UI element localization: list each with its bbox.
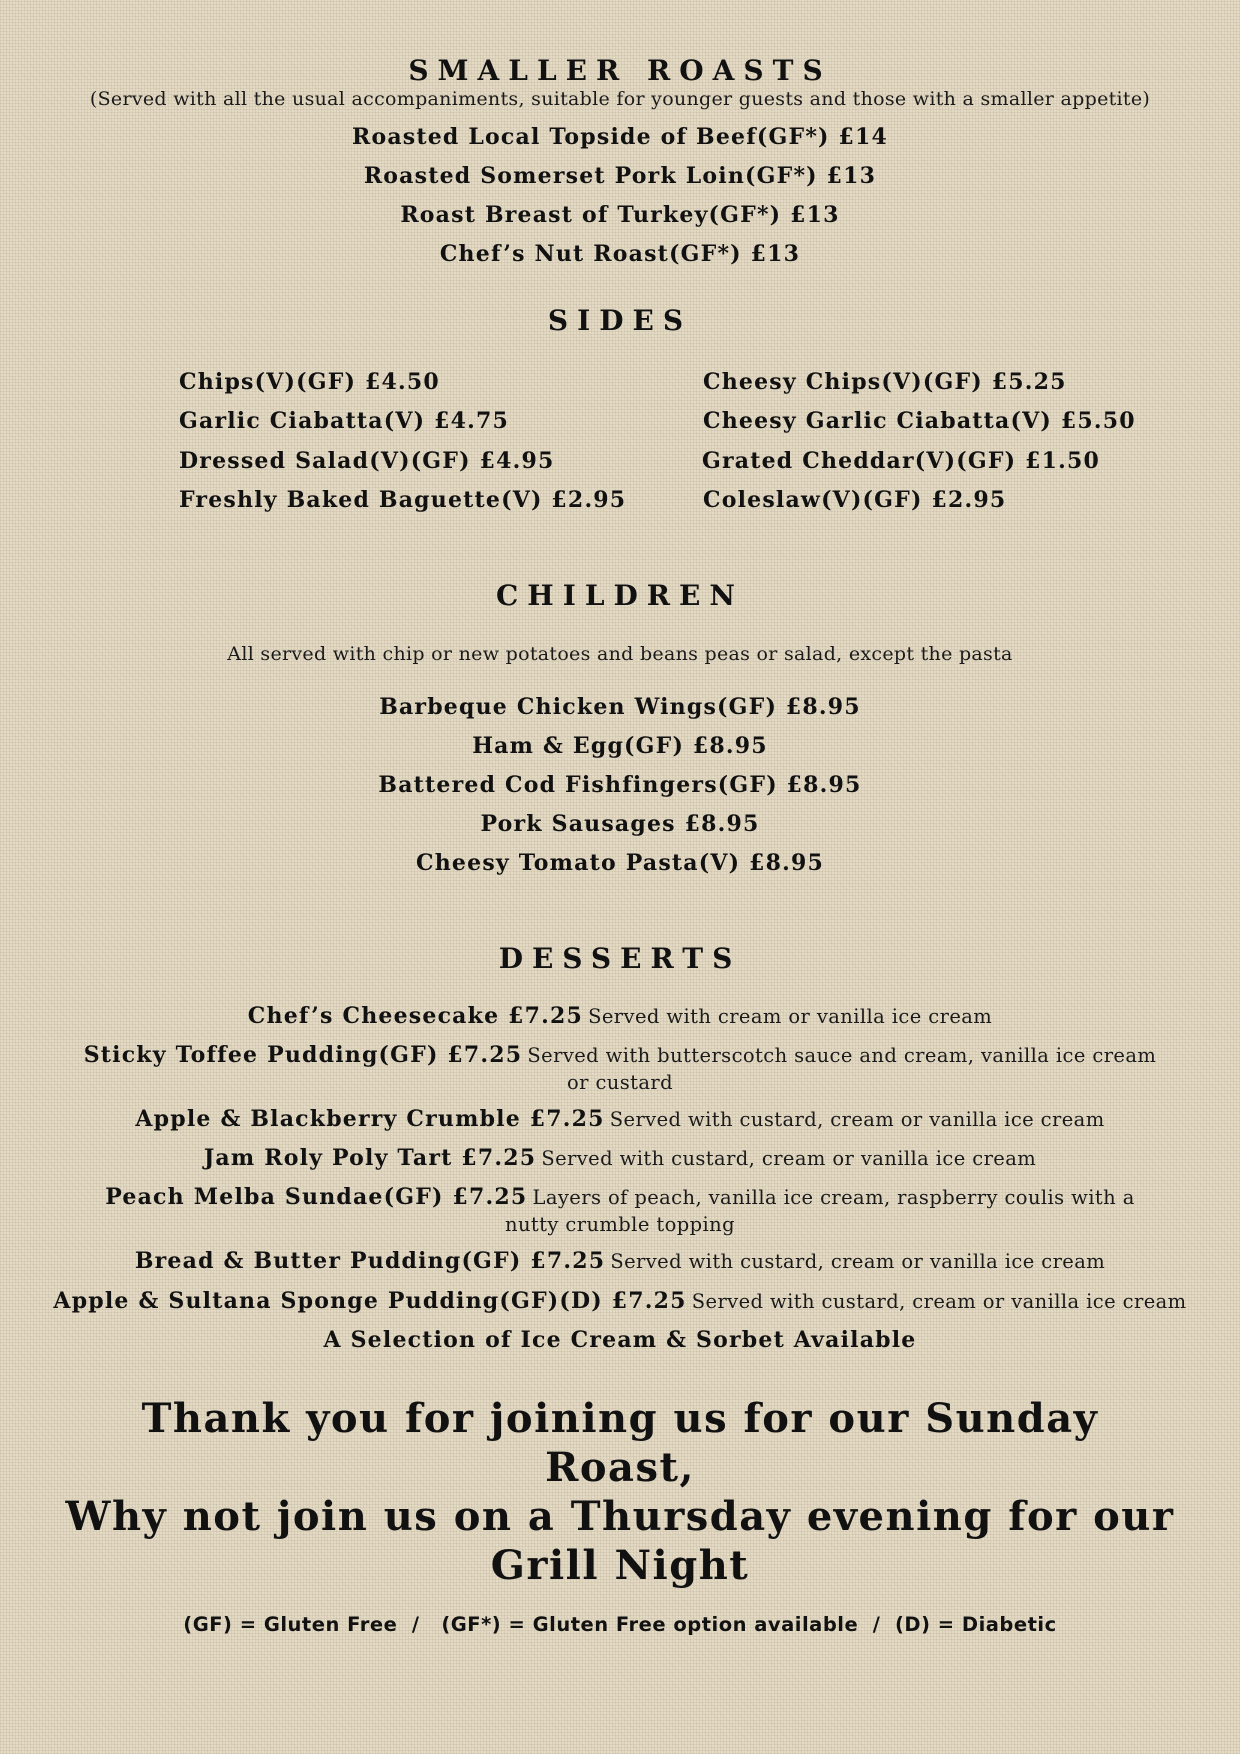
dessert-description: Served with cream or vanilla ice cream bbox=[588, 1005, 993, 1028]
roast-item: Chef’s Nut Roast(GF*) £13 bbox=[439, 241, 801, 267]
dessert-name: Chef’s Cheesecake £7.25 bbox=[247, 1003, 584, 1029]
children-item: Ham & Egg(GF) £8.95 bbox=[472, 733, 768, 759]
children-item: Pork Sausages £8.95 bbox=[480, 811, 760, 837]
closing-line: Thank you for joining us for our Sunday Roast, bbox=[141, 1395, 1099, 1491]
dessert-name: Jam Roly Poly Tart £7.25 bbox=[203, 1145, 537, 1171]
dessert-description: Served with custard, cream or vanilla ice cream bbox=[541, 1147, 1037, 1170]
roast-item: Roasted Local Topside of Beef(GF*) £14 bbox=[351, 124, 889, 150]
desserts-heading: DESSERTS bbox=[498, 942, 742, 975]
closing-line: Grill Night bbox=[490, 1542, 750, 1589]
desserts-footer: A Selection of Ice Cream & Sorbet Available bbox=[323, 1327, 917, 1353]
dessert-description: Layers of peach, vanilla ice cream, raspberry coulis with a nutty crumble topping bbox=[505, 1186, 1135, 1236]
dessert-item bbox=[60, 1106, 1180, 1134]
side-item: Cheesy Garlic Ciabatta(V) £5.50 bbox=[703, 408, 1136, 434]
dessert-item bbox=[100, 1184, 1140, 1239]
dessert-item bbox=[60, 1145, 1180, 1173]
dietary-legend: (GF) = Gluten Free / (GF*) = Gluten Free option available / (D) = Diabetic bbox=[183, 1613, 1057, 1636]
sides-heading: SIDES bbox=[547, 304, 693, 337]
roast-item: Roasted Somerset Pork Loin(GF*) £13 bbox=[363, 163, 877, 189]
side-item: Grated Cheddar(V)(GF) £1.50 bbox=[702, 448, 1101, 474]
dessert-description: Served with butterscotch sauce and cream, vanilla ice cream or custard bbox=[527, 1044, 1157, 1094]
dessert-name: Peach Melba Sundae(GF) £7.25 bbox=[105, 1184, 528, 1210]
dessert-item bbox=[75, 1042, 1165, 1097]
children-item: Barbeque Chicken Wings(GF) £8.95 bbox=[379, 694, 861, 720]
side-item: Coleslaw(V)(GF) £2.95 bbox=[703, 487, 1007, 513]
dessert-item bbox=[60, 1003, 1180, 1031]
dessert-description: Served with custard, cream or vanilla ice cream bbox=[691, 1290, 1187, 1313]
dessert-description: Served with custard, cream or vanilla ice cream bbox=[609, 1108, 1105, 1131]
side-item: Freshly Baked Baguette(V) £2.95 bbox=[179, 487, 627, 513]
side-item: Dressed Salad(V)(GF) £4.95 bbox=[179, 448, 555, 474]
closing-message bbox=[60, 1394, 1180, 1590]
roast-item: Roast Breast of Turkey(GF*) £13 bbox=[400, 202, 840, 228]
side-item: Garlic Ciabatta(V) £4.75 bbox=[179, 408, 509, 434]
children-item: Battered Cod Fishfingers(GF) £8.95 bbox=[378, 772, 862, 798]
side-item: Cheesy Chips(V)(GF) £5.25 bbox=[703, 369, 1067, 395]
closing-line: Why not join us on a Thursday evening for our bbox=[65, 1493, 1175, 1540]
side-item: Chips(V)(GF) £4.50 bbox=[179, 369, 440, 395]
smaller-roasts-subtitle: (Served with all the usual accompaniments, suitable for younger guests and those with a smaller appetite) bbox=[89, 88, 1151, 110]
dessert-name: Bread & Butter Pudding(GF) £7.25 bbox=[134, 1248, 606, 1274]
dessert-name: Apple & Blackberry Crumble £7.25 bbox=[135, 1106, 605, 1132]
smaller-roasts-heading: SMALLER ROASTS bbox=[408, 54, 832, 87]
dessert-name: Sticky Toffee Pudding(GF) £7.25 bbox=[83, 1042, 523, 1068]
children-item: Cheesy Tomato Pasta(V) £8.95 bbox=[416, 850, 824, 876]
dessert-item bbox=[40, 1288, 1200, 1316]
children-heading: CHILDREN bbox=[495, 579, 744, 612]
dessert-description: Served with custard, cream or vanilla ice cream bbox=[610, 1250, 1106, 1273]
dessert-name: Apple & Sultana Sponge Pudding(GF)(D) £7.25 bbox=[53, 1288, 687, 1314]
children-subtitle: All served with chip or new potatoes and beans peas or salad, except the pasta bbox=[227, 643, 1013, 665]
dessert-item bbox=[60, 1248, 1180, 1276]
